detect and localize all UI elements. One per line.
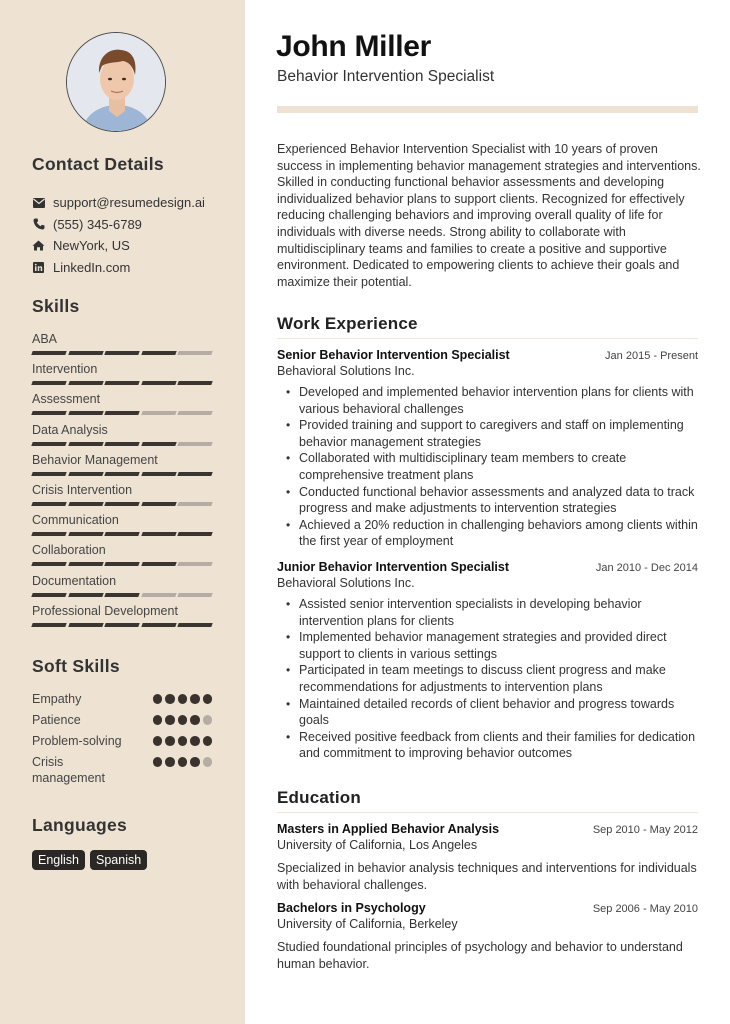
skill-segment-filled xyxy=(104,411,139,415)
skill-segment-empty xyxy=(178,442,213,446)
rating-dot-filled xyxy=(190,694,200,704)
education-entry xyxy=(277,822,698,893)
contact-heading: Contact Details xyxy=(32,154,164,174)
contact-linkedin[interactable] xyxy=(32,257,232,279)
contact-email[interactable] xyxy=(32,192,232,214)
contact-location xyxy=(32,235,232,257)
soft-skill-name: Problem-solving xyxy=(32,734,122,748)
envelope-icon xyxy=(32,196,45,209)
skill-segment-filled xyxy=(68,593,103,597)
skill-segment-filled xyxy=(31,623,66,627)
profile-photo-icon xyxy=(67,33,166,132)
education-description: Studied foundational principles of psychology and behavior to understand human behavior. xyxy=(277,940,683,971)
avatar xyxy=(66,32,166,132)
job-bullet: • Assisted senior intervention specialists in developing behavior intervention plans for clients xyxy=(299,596,698,629)
education-divider xyxy=(277,812,698,813)
rating-dot-filled xyxy=(190,757,200,767)
soft-skill-name: Crisis management xyxy=(32,755,105,785)
language-badge: English xyxy=(32,850,85,870)
sidebar xyxy=(0,0,245,1024)
skill-name: ABA xyxy=(32,332,58,346)
degree-title: Bachelors in Psychology xyxy=(277,901,426,915)
soft-skill-item xyxy=(32,733,212,754)
contact-list xyxy=(32,192,232,278)
skill-level-bar xyxy=(32,532,212,536)
skill-segment-filled xyxy=(104,472,139,476)
skill-segment-filled xyxy=(31,593,66,597)
soft-skill-name: Patience xyxy=(32,713,81,727)
header-divider xyxy=(277,106,698,113)
skill-segment-filled xyxy=(141,351,176,355)
skills-heading: Skills xyxy=(32,296,80,316)
skill-segment-filled xyxy=(141,381,176,385)
skill-segment-filled xyxy=(104,532,139,536)
skill-segment-filled xyxy=(68,351,103,355)
skill-segment-filled xyxy=(178,381,213,385)
soft-skills-heading: Soft Skills xyxy=(32,656,120,676)
skill-segment-empty xyxy=(178,562,213,566)
skill-level-bar xyxy=(32,623,212,627)
job-title: Junior Behavior Intervention Specialist xyxy=(277,560,510,574)
rating-dot-filled xyxy=(178,715,188,725)
skill-name: Behavior Management xyxy=(32,452,158,467)
skill-segment-filled xyxy=(31,472,66,476)
skill-segment-filled xyxy=(141,623,176,627)
skill-item xyxy=(32,331,212,361)
skill-segment-filled xyxy=(31,532,66,536)
skill-segment-filled xyxy=(31,502,66,506)
languages-heading: Languages xyxy=(32,815,128,835)
rating-dot-filled xyxy=(178,736,188,746)
skill-segment-filled xyxy=(104,351,139,355)
skill-level-bar xyxy=(32,351,212,355)
skill-segment-filled xyxy=(104,623,139,627)
skill-item xyxy=(32,482,212,512)
skill-segment-filled xyxy=(141,562,176,566)
rating-dot-filled xyxy=(153,715,163,725)
job-bullet: • Collaborated with multidisciplinary team members to create comprehensive treatment plans xyxy=(299,450,698,483)
linkedin-icon xyxy=(32,261,45,274)
skill-item xyxy=(32,512,212,542)
skill-segment-filled xyxy=(68,442,103,446)
education-date: Sep 2006 - May 2010 xyxy=(592,903,698,915)
contact-email-text: support@resumedesign.ai xyxy=(53,195,205,211)
rating-dot-filled xyxy=(203,736,213,746)
job-bullet: • Achieved a 20% reduction in challenging behaviors among clients within the first year of employment xyxy=(299,517,698,550)
skill-level-bar xyxy=(32,562,212,566)
skill-segment-filled xyxy=(68,623,103,627)
rating-dot-filled xyxy=(190,715,200,725)
skill-name: Crisis Intervention xyxy=(32,482,133,497)
degree-title: Masters in Applied Behavior Analysis xyxy=(277,822,500,836)
skill-level-bar xyxy=(32,381,212,385)
education-heading: Education xyxy=(277,788,361,807)
skill-segment-empty xyxy=(178,411,213,415)
skill-segment-empty xyxy=(178,502,213,506)
main-content xyxy=(245,0,730,1024)
skill-segment-filled xyxy=(104,593,139,597)
skill-segment-filled xyxy=(141,502,176,506)
job-bullet: • Conducted functional behavior assessments and analyzed data to track progress and make adjustments to intervention strategies xyxy=(299,484,698,517)
skill-level-bar xyxy=(32,593,212,597)
skill-name: Documentation xyxy=(32,573,117,588)
rating-dot-filled xyxy=(165,736,175,746)
skill-segment-empty xyxy=(178,351,213,355)
summary: Experienced Behavior Intervention Specialist with 10 years of proven success in implementing behavior management strategies and interventions. Skilled in conducting functional behavior assessments and developing individualized behavior plans to support clients. Recognized for effectively reducing challenging behaviors and improving overall quality of life for individuals with diverse needs. Strong ability to collaborate with multidisciplinary teams and families to create a positive and supportive environment. Dedicated to empowering clients to achieve their goals and maximize their potential. xyxy=(277,142,701,289)
soft-skill-rating xyxy=(153,733,213,754)
skill-segment-filled xyxy=(31,562,66,566)
job-bullet: • Maintained detailed records of client behavior and progress towards goals xyxy=(299,696,698,729)
rating-dot-filled xyxy=(165,715,175,725)
soft-skill-item xyxy=(32,712,212,733)
skill-segment-filled xyxy=(141,472,176,476)
job-company: Behavioral Solutions Inc. xyxy=(277,364,415,378)
skill-item xyxy=(32,452,212,482)
rating-dot-filled xyxy=(165,694,175,704)
skill-item xyxy=(32,422,212,452)
skill-segment-filled xyxy=(104,502,139,506)
skill-segment-empty xyxy=(141,593,176,597)
soft-skill-item xyxy=(32,691,212,712)
contact-location-text: NewYork, US xyxy=(53,238,130,254)
job-bullet: • Implemented behavior management strategies and provided direct support to clients in various settings xyxy=(299,629,698,662)
candidate-name: John Miller xyxy=(276,30,432,63)
job-bullet: • Received positive feedback from clients and their families for dedication and commitment to improving behavior outcomes xyxy=(299,729,698,762)
skill-segment-filled xyxy=(68,381,103,385)
candidate-title: Behavior Intervention Specialist xyxy=(277,68,495,85)
job-company: Behavioral Solutions Inc. xyxy=(277,576,415,590)
job-bullet: • Participated in team meetings to discuss client progress and make recommendations for adjustments to intervention plans xyxy=(299,662,698,695)
skill-segment-filled xyxy=(31,351,66,355)
home-icon xyxy=(32,239,45,252)
skill-name: Collaboration xyxy=(32,543,106,558)
skill-item xyxy=(32,391,212,421)
work-divider xyxy=(277,338,698,339)
education-entry xyxy=(277,901,698,972)
soft-skill-rating xyxy=(153,712,213,733)
job-date: Jan 2010 - Dec 2014 xyxy=(595,562,698,574)
job-bullets xyxy=(277,384,698,550)
skill-segment-filled xyxy=(31,411,66,415)
work-heading: Work Experience xyxy=(277,314,418,333)
skill-segment-filled xyxy=(141,532,176,536)
skills-list xyxy=(32,331,212,633)
skill-segment-filled xyxy=(68,562,103,566)
rating-dot-empty xyxy=(203,715,213,725)
rating-dot-empty xyxy=(203,757,213,767)
skill-item xyxy=(32,573,212,603)
school-name: University of California, Berkeley xyxy=(277,917,458,931)
skill-segment-filled xyxy=(68,502,103,506)
skill-level-bar xyxy=(32,411,212,415)
skill-level-bar xyxy=(32,442,212,446)
language-badge: Spanish xyxy=(90,850,147,870)
skill-segment-filled xyxy=(104,442,139,446)
rating-dot-filled xyxy=(178,757,188,767)
skill-segment-filled xyxy=(141,442,176,446)
skill-segment-empty xyxy=(178,593,213,597)
rating-dot-filled xyxy=(203,694,213,704)
soft-skill-name: Empathy xyxy=(32,692,82,706)
job-entry xyxy=(277,560,698,762)
skill-segment-filled xyxy=(178,532,213,536)
soft-skills-list xyxy=(32,691,212,786)
education-date: Sep 2010 - May 2012 xyxy=(592,824,698,836)
job-bullet: • Developed and implemented behavior intervention plans for clients with various behavioral challenges xyxy=(299,384,698,417)
skill-segment-filled xyxy=(68,472,103,476)
soft-skill-item xyxy=(32,754,212,786)
contact-phone[interactable] xyxy=(32,214,232,236)
skill-segment-filled xyxy=(31,442,66,446)
skill-item xyxy=(32,603,212,633)
skill-item xyxy=(32,542,212,572)
skill-segment-filled xyxy=(104,381,139,385)
school-name: University of California, Los Angeles xyxy=(277,838,478,852)
skill-level-bar xyxy=(32,502,212,506)
skill-segment-filled xyxy=(68,411,103,415)
skill-segment-empty xyxy=(141,411,176,415)
skill-name: Data Analysis xyxy=(32,422,108,437)
soft-skill-rating xyxy=(153,691,213,712)
skill-segment-filled xyxy=(104,562,139,566)
job-entry xyxy=(277,348,698,550)
soft-skill-rating xyxy=(153,754,213,786)
contact-phone-text: (555) 345-6789 xyxy=(53,216,142,232)
languages-list xyxy=(32,850,147,870)
skill-name: Communication xyxy=(32,513,119,528)
skill-name: Assessment xyxy=(32,392,101,407)
skill-level-bar xyxy=(32,472,212,476)
rating-dot-filled xyxy=(165,757,175,767)
rating-dot-filled xyxy=(190,736,200,746)
education-description: Specialized in behavior analysis techniques and interventions for individuals with behavioral challenges. xyxy=(277,861,697,892)
skill-name: Professional Development xyxy=(32,603,178,618)
skill-item xyxy=(32,361,212,391)
job-bullet: • Provided training and support to caregivers and staff on implementing behavior management strategies xyxy=(299,417,698,450)
rating-dot-filled xyxy=(153,736,163,746)
phone-icon xyxy=(32,218,45,231)
job-bullets xyxy=(277,596,698,762)
rating-dot-filled xyxy=(153,694,163,704)
rating-dot-filled xyxy=(178,694,188,704)
skill-name: Intervention xyxy=(32,362,98,377)
job-title: Senior Behavior Intervention Specialist xyxy=(277,348,510,362)
contact-linkedin-text: LinkedIn.com xyxy=(53,259,131,275)
skill-segment-filled xyxy=(31,381,66,385)
skill-segment-filled xyxy=(68,532,103,536)
job-date: Jan 2015 - Present xyxy=(605,350,698,362)
rating-dot-filled xyxy=(153,757,163,767)
skill-segment-filled xyxy=(178,623,213,627)
skill-segment-filled xyxy=(178,472,213,476)
